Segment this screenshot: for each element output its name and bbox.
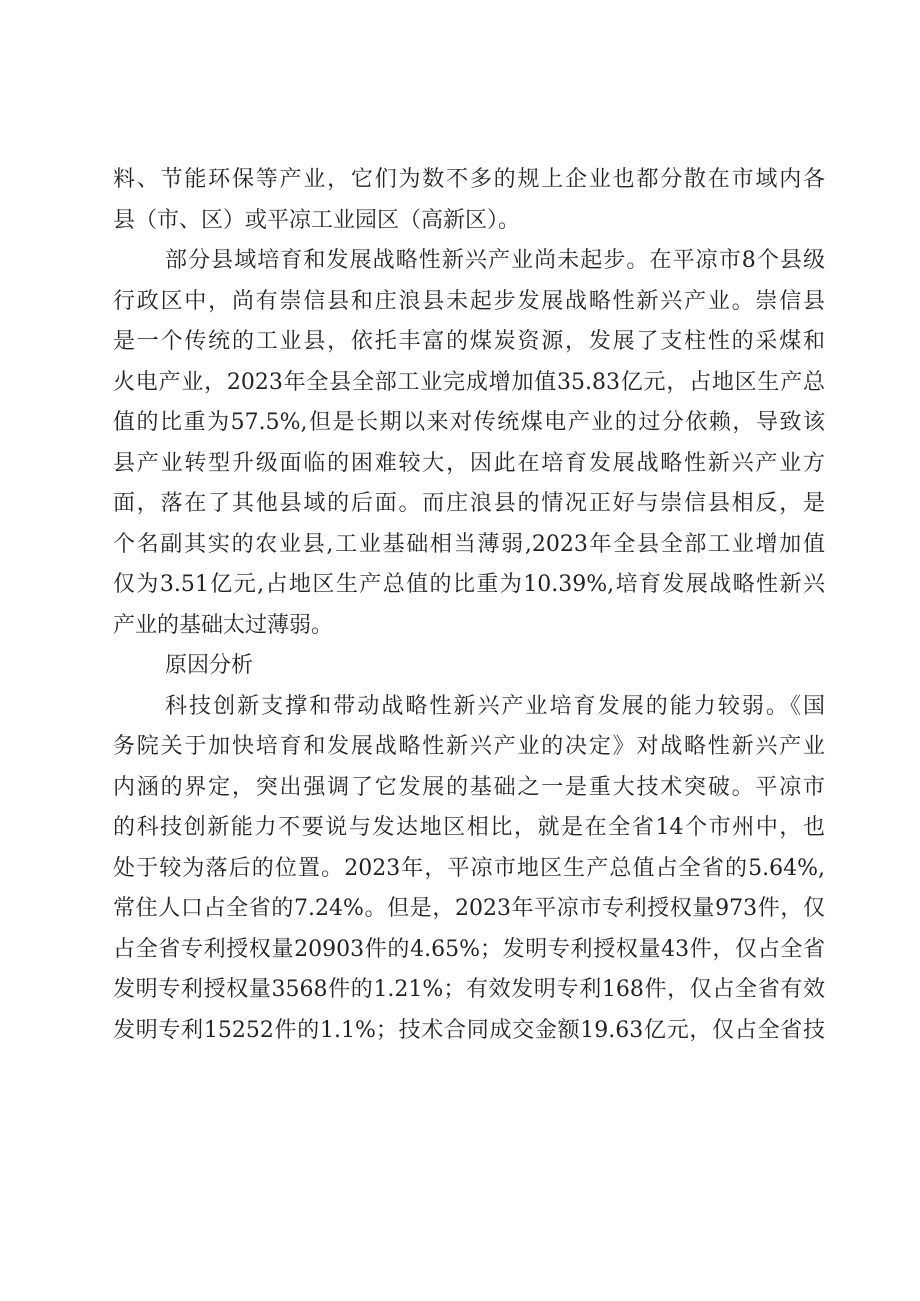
text-line: 的科技创新能力不要说与发达地区相比，就是在全省14个市州中，也 [113, 815, 825, 840]
text-line: 面，落在了其他县域的后面。而庄浪县的情况正好与崇信县相反，是 [113, 491, 825, 516]
paragraph-1 [113, 160, 825, 241]
text-line: 原因分析 [165, 653, 254, 678]
text-line: 个名副其实的农业县,工业基础相当薄弱,2023年全县全部工业增加值 [113, 531, 825, 557]
text-line: 常住人口占全省的7.24%。但是，2023年平凉市专利授权量973件，仅 [113, 896, 825, 921]
text-line: 仅为3.51亿元,占地区生产总值的比重为10.39%,培育发展战略性新兴 [113, 572, 825, 597]
section-heading [113, 646, 825, 687]
text-line: 科技创新支撑和带动战略性新兴产业培育发展的能力较弱。《国 [165, 693, 825, 719]
text-line: 行政区中，尚有崇信县和庄浪县未起步发展战略性新兴产业。崇信县 [113, 288, 825, 314]
text-line: 产业的基础太过薄弱。 [113, 612, 334, 638]
paragraph-2 [113, 241, 825, 646]
text-line: 发明专利授权量3568件的1.21%；有效发明专利168件，仅占全省有效 [113, 977, 825, 1002]
text-line: 是一个传统的工业县，依托丰富的煤炭资源，发展了支柱性的采煤和 [113, 329, 825, 354]
text-line: 发明专利15252件的1.1%；技术合同成交金额19.63亿元，仅占全省技 [113, 1017, 825, 1043]
text-line: 部分县域培育和发展战略性新兴产业尚未起步。在平凉市8个县级 [165, 248, 825, 273]
text-line: 占全省专利授权量20903件的4.65%；发明专利授权量43件，仅占全省 [113, 936, 825, 962]
document-body [113, 160, 825, 1051]
text-line: 务院关于加快培育和发展战略性新兴产业的决定》对战略性新兴产业 [113, 734, 825, 759]
text-line: 火电产业，2023年全县全部工业完成增加值35.83亿元，占地区生产总 [113, 369, 825, 395]
paragraph-3 [113, 687, 825, 1052]
text-line: 值的比重为57.5%,但是长期以来对传统煤电产业的过分依赖，导致该 [113, 410, 825, 435]
text-line: 内涵的界定，突出强调了它发展的基础之一是重大技术突破。平凉市 [113, 774, 825, 800]
text-line: 料、节能环保等产业，它们为数不多的规上企业也都分散在市域内各 [113, 167, 825, 192]
text-line: 县产业转型升级面临的困难较大，因此在培育发展战略性新兴产业方 [113, 450, 825, 476]
text-line: 处于较为落后的位置。2023年，平凉市地区生产总值占全省的5.64%, [113, 855, 825, 881]
text-line: 县（市、区）或平凉工业园区（高新区）。 [113, 207, 521, 233]
